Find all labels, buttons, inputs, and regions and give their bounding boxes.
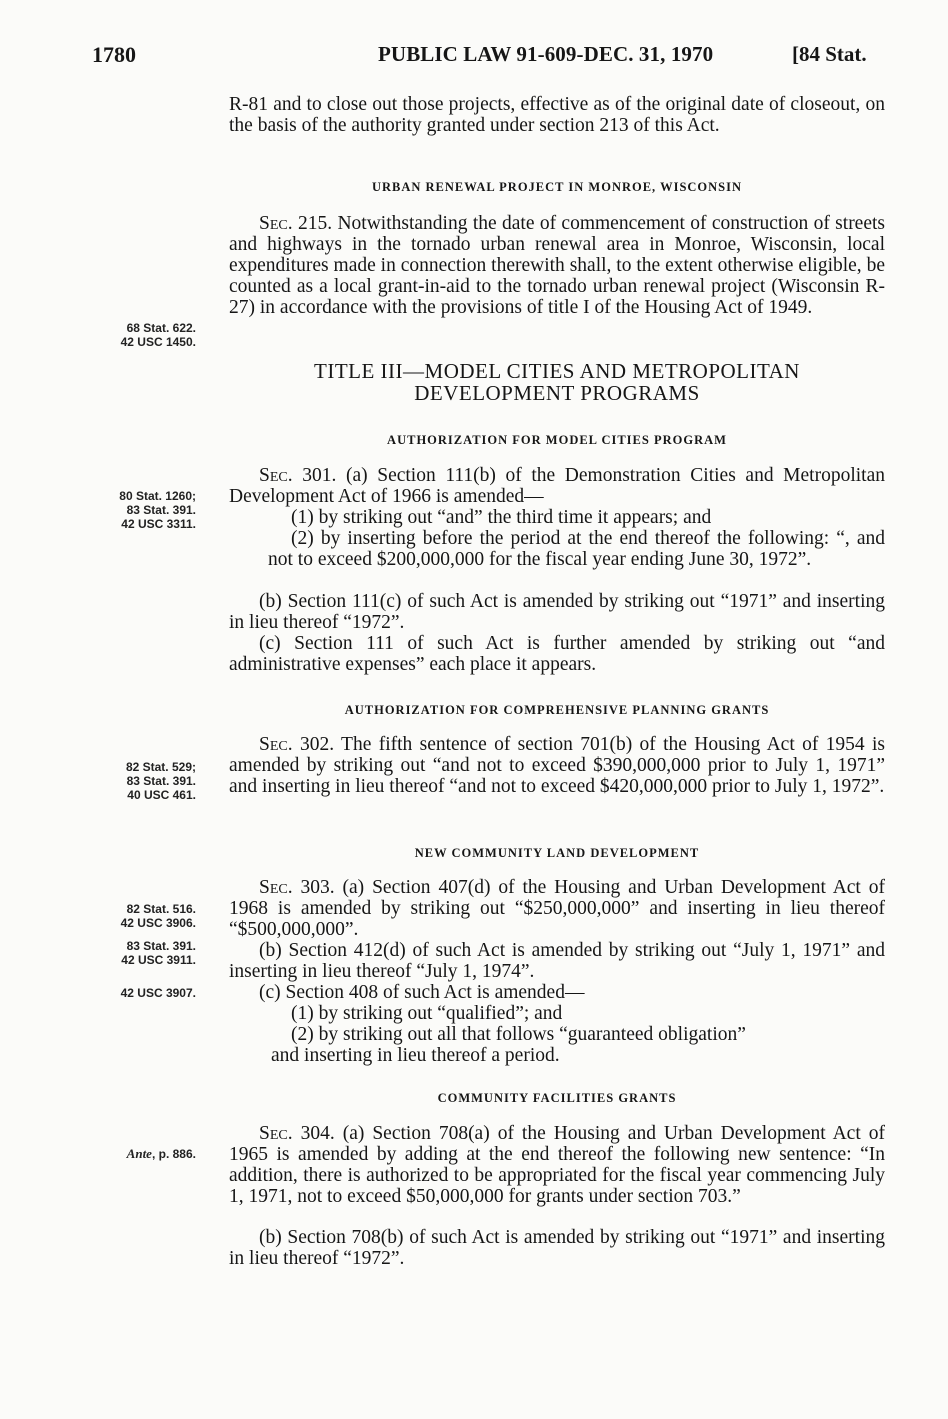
sec-label: Sec. [259, 465, 293, 486]
section-303-c-item-1: (1) by striking out “qualified”; and [291, 1003, 563, 1024]
margin-line: 40 USC 461. [127, 788, 196, 802]
page-header [0, 42, 948, 72]
section-301-c: (c) Section 111 of such Act is further amended by striking out “and administrative expenses” each place it appears. [229, 633, 885, 675]
margin-line: 83 Stat. 391. [126, 503, 196, 517]
margin-line: 42 USC 1450. [120, 335, 196, 349]
sec-label: Sec. [259, 1123, 293, 1144]
heading-planning: AUTHORIZATION FOR COMPREHENSIVE PLANNING GRANTS [344, 703, 770, 717]
page-number: 1780 [92, 42, 136, 67]
margin-note-3 [40, 760, 196, 802]
sec-label: Sec. [259, 213, 293, 234]
section-301-text: 301. (a) Section 111(b) of the Demonstration Cities and Metropolitan Development Act of 1966 is amended— [229, 465, 885, 507]
margin-line: 82 Stat. 529; [125, 760, 196, 774]
section-301-item-2: (2) by inserting before the period at the end thereof the following: “, and not to exceed $200,000,000 for the fiscal year ending June 30, 1972”. [268, 528, 885, 570]
margin-line: 83 Stat. 391. [126, 939, 196, 953]
heading-new-community: NEW COMMUNITY LAND DEVELOPMENT [414, 846, 700, 860]
margin-note-6 [40, 986, 196, 1000]
section-304 [229, 1124, 885, 1208]
heading-monroe: URBAN RENEWAL PROJECT IN MONROE, WISCONSIN [371, 180, 743, 194]
margin-note-7 [40, 1147, 196, 1161]
sec-label: Sec. [259, 734, 293, 755]
intro-paragraph: R-81 and to close out those projects, effective as of the original date of closeout, on the basis of the authority granted under section 213 of this Act. [229, 94, 885, 136]
section-302-text: 302. The fifth sentence of section 701(b) of the Housing Act of 1954 is amended by striking out “and not to exceed $390,000,000 prior to July 1, 1971” and inserting in lieu thereof “and not to exceed $420,000,000 prior to July 1, 1972”. [229, 734, 885, 797]
title-iii-heading [229, 360, 885, 404]
title-iii-line-1: TITLE III—MODEL CITIES AND METROPOLITAN [314, 359, 800, 383]
margin-line: 83 Stat. 391. [126, 774, 196, 788]
section-303-c: (c) Section 408 of such Act is amended— [259, 982, 585, 1003]
section-301-b: (b) Section 111(c) of such Act is amended by striking out “1971” and inserting in lieu thereof “1972”. [229, 591, 885, 633]
margin-note-4 [40, 902, 196, 930]
section-303-text: 303. (a) Section 407(d) of the Housing and Urban Development Act of 1968 is amended by striking out “$250,000,000” and inserting in lieu thereof “$500,000,000”. [229, 877, 885, 940]
margin-line: 80 Stat. 1260; [119, 489, 196, 503]
margin-note-5 [40, 939, 196, 967]
section-303 [229, 878, 885, 941]
margin-line: 42 USC 3907. [120, 986, 196, 1000]
margin-line: 42 USC 3311. [121, 517, 196, 531]
margin-line: 68 Stat. 622. [126, 321, 196, 335]
margin-note-2 [40, 489, 196, 531]
heading-model-cities: AUTHORIZATION FOR MODEL CITIES PROGRAM [387, 433, 727, 447]
margin-ante: Ante [126, 1146, 152, 1161]
section-302 [229, 735, 885, 798]
section-304-b: (b) Section 708(b) of such Act is amended by striking out “1971” and inserting in lieu thereof “1972”. [229, 1227, 885, 1269]
section-301 [229, 466, 885, 508]
section-303-c-item-2: (2) by striking out all that follows “guaranteed obligation” [291, 1024, 746, 1045]
margin-note-1 [40, 321, 196, 349]
margin-line: 42 USC 3911. [121, 953, 196, 967]
sec-label: Sec. [259, 877, 293, 898]
section-215-text: 215. Notwithstanding the date of commencement of construction of streets and highways in the tornado urban renewal area in Monroe, Wisconsin, local expenditures made in connection therewith shall, to the extent otherwise eligible, be counted as a local grant-in-aid to the tornado urban renewal project (Wisconsin R-27) in accordance with the provisions of title I of the Housing Act of 1949. [229, 213, 885, 318]
section-304-text: 304. (a) Section 708(a) of the Housing and Urban Development Act of 1965 is amended by adding at the end thereof the following new sentence: “In addition, there is authorized to be appropriated for the fiscal year commencing July 1, 1971, not to exceed $50,000,000 for grants under section 703.” [229, 1123, 885, 1207]
margin-page-ref: , p. 886. [151, 1147, 196, 1161]
section-301-item-1: (1) by striking out “and” the third time it appears; and [291, 507, 712, 528]
section-215 [229, 214, 885, 319]
statute-reference: [84 Stat. [792, 42, 867, 66]
section-303-c-item-2-cont: and inserting in lieu thereof a period. [271, 1045, 560, 1066]
section-303-b: (b) Section 412(d) of such Act is amended by striking out “July 1, 1971” and inserting in lieu thereof “July 1, 1974”. [229, 940, 885, 982]
title-iii-line-2: DEVELOPMENT PROGRAMS [414, 381, 700, 405]
running-title: PUBLIC LAW 91-609-DEC. 31, 1970 [378, 42, 714, 66]
heading-facilities: COMMUNITY FACILITIES GRANTS [437, 1091, 677, 1105]
margin-line: 42 USC 3906. [120, 916, 196, 930]
margin-line: 82 Stat. 516. [126, 902, 196, 916]
